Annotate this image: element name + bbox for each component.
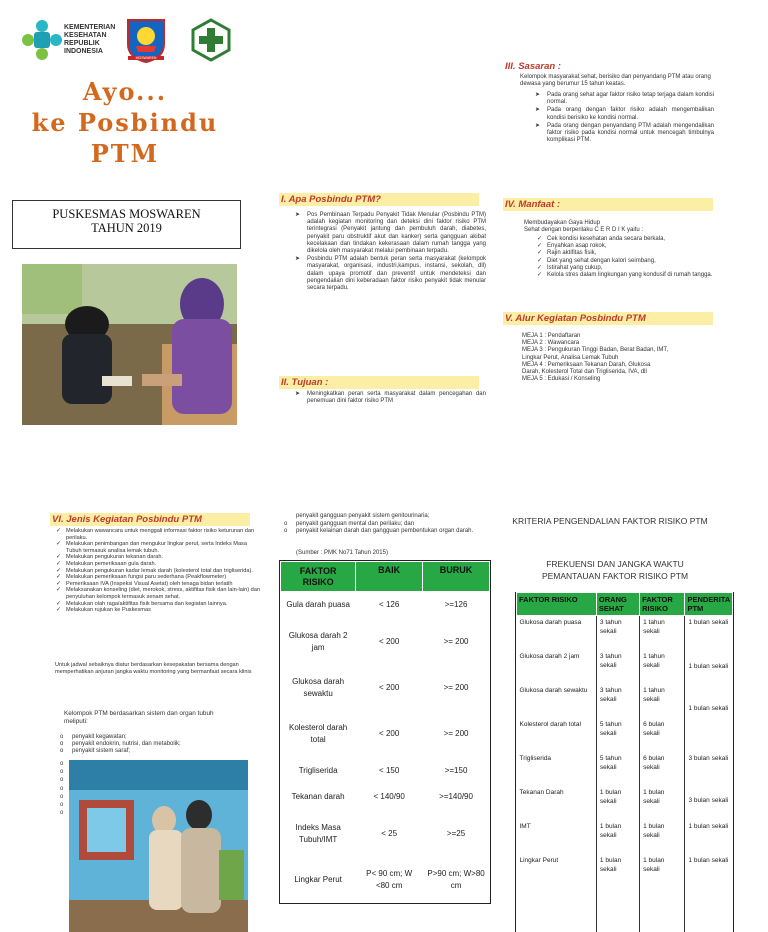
- list-item: ➤ Pada orang sehat agar faktor risiko tetap terjaga dalam kondisi normal.: [533, 92, 714, 106]
- empty-bullets: o o o o o o o: [60, 761, 64, 817]
- table-header: FAKTOR RISIKO: [640, 593, 685, 616]
- section1-heading: I. Apa Posbindu PTM?: [279, 193, 479, 206]
- section5-lines: MEJA 1 : Pendaftaran MEJA 2 : Wawancara MEJA 3 : Pengukuran Tinggi Badan, Berat Badan, IMT, Lingkar Perut, Analisa Lemak Tubuh MEJA 4 : Pemeriksaan Tekanan Darah, Glukosa Darah, Kolesterol Total dan Trigliserida, IVA, dll MEJA 5 : Edukasi / Konseling: [522, 333, 669, 383]
- list-item: ✓ Istirahat yang cukup,: [535, 265, 715, 272]
- schedule-note: Untuk jadwal sebaiknya diatur berdasarkan kesepakatan bersama dengan memperhatikan anjuran jangka waktu monitoring yang bermanfaat secara klinis: [55, 662, 252, 675]
- criteria-title: KRITERIA PENGENDALIAN FAKTOR RISIKO PTM: [512, 516, 708, 526]
- table-row: Kolesterol darah total 5 tahun sekali 6 bulan sekali: [517, 718, 733, 752]
- ptm-groups-mid: [284, 521, 496, 535]
- risk-criteria-table: [279, 560, 491, 904]
- table-header: PENDERITA PTM: [685, 593, 733, 616]
- table-row: Glukosa darah puasa 3 tahun sekali 1 tahun sekali 1 bulan sekali: [517, 616, 733, 650]
- section3-intro: Kelompok masyarakat sehat, berisiko dan penyandang PTM atau orang dewasa yang berumur 15 tahun keatas.: [520, 74, 711, 88]
- section4-list: [535, 236, 715, 279]
- table-row: Lingkar Perut 1 bulan sekali 1 bulan sekali 1 bulan sekali: [517, 854, 733, 932]
- section1-list: [293, 212, 486, 293]
- photo-health-check: [22, 264, 237, 425]
- page-title: Ayo... ke Posbindu PTM: [31, 77, 219, 168]
- table-row: Lingkar Perut P< 90 cm; W <80 cm P>90 cm; W>80 cm: [294, 868, 485, 890]
- frequency-title: FREKUENSI DAN JANGKA WAKTU PEMANTAUAN FAKTOR RISIKO PTM: [541, 559, 689, 581]
- list-item: ➤ Meningkatkan peran serta masyarakat dalam pencegahan dan penemuan dini faktor risiko PTM: [293, 391, 486, 405]
- list-item: ✓ Melakukan penimbangan dan mengukur lingkar perut, serta Indeks Masa Tubuh termasuk analisa lemak tubuh.: [54, 541, 261, 554]
- list-item: ✓ Melakukan pengukuran tekanan darah.: [54, 554, 261, 561]
- regency-emblem: [124, 16, 168, 64]
- list-item: ➤ Posbindu PTM adalah bentuk peran serta masyarakat (kelompok masyarakat, organisasi, industri,kampus, instansi, sekolah, dll) dalam upaya promotif dan preventif untuk mendeteksi dan pengendalian dini keberadaan faktor risiko penyakit tidak menular secara terpadu.: [293, 256, 486, 292]
- table-row: IMT 1 bulan sekali 1 bulan sekali 1 bulan sekali: [517, 820, 733, 854]
- section4-intro: Membudayakan Gaya Hidup Sehat dengan berperilaku C E R D I K yaitu :: [524, 220, 644, 234]
- table-header: BAIK: [356, 562, 423, 592]
- section6-list: [54, 528, 261, 614]
- section3-list: [533, 92, 714, 145]
- table-row: Kolesterol darah total < 200 >= 200: [288, 723, 469, 745]
- list-item: o penyakit kegawatan;: [60, 734, 260, 741]
- kemenkes-text: KEMENTERIAN KESEHATAN REPUBLIK INDONESIA: [64, 24, 116, 55]
- kemenkes-logo: [20, 18, 64, 62]
- list-item: ✓ Enyahkan asap rokok,: [535, 243, 715, 250]
- table-row: Glukosa darah 2 jam 3 tahun sekali 1 tahun sekali 1 bulan sekali: [517, 650, 733, 684]
- list-item: o penyakit kelainan darah dan gangguan pembentukan organ darah.: [284, 528, 496, 535]
- section2-heading: II. Tujuan :: [279, 376, 479, 389]
- list-item: o penyakit endokrin, nutrisi, dan metabolik;: [60, 741, 260, 748]
- list-item: ✓ Rajin aktifitas fisik,: [535, 250, 715, 257]
- table-header: FAKTOR RISIKO: [281, 562, 356, 592]
- list-item: ✓ Diet yang sehat dengan kalori seimbang,: [535, 258, 715, 265]
- list-item: ➤ Pos Pembinaan Terpadu Penyakit Tidak Menular (Posbindu PTM) adalah kegiatan monitoring dan deteksi dini faktor risiko PTM terintegrasi (Penyakit jantung dan pembuluh darah, diabetes, penyakit paru obstruktif akut dan kanker) serta gangguan akibat kecelakaan dan tindakan kekerasaan dalam rumah tangga yang dikelola oleh masyarakat melalui pembinaan terpadu.: [293, 212, 486, 255]
- puskesmas-label-box: PUSKESMAS MOSWAREN TAHUN 2019: [12, 200, 241, 249]
- photo-house-visit: [69, 760, 248, 932]
- list-item: ✓ Melakukan pengukuran kadar lemak darah (kolesterol total dan trigliserida).: [54, 568, 261, 575]
- list-item: ➤ Pada orang dengan penyandang PTM adalah mengendalikan faktor risiko pada kondisi normal untuk mencegah timbulnya komplikasi PTM.: [533, 123, 714, 145]
- table-header: BURUK: [423, 562, 490, 592]
- table-header: ORANG SEHAT: [596, 593, 639, 616]
- ptm-group-intro: Kelompok PTM berdasarkan sistem dan organ tubuh meliputi:: [64, 710, 214, 725]
- section3-heading: III. Sasaran :: [505, 61, 561, 72]
- list-item: ✓ Melakukan wawancara untuk menggali informasi faktor risiko keturunan dan perilaku.: [54, 528, 261, 541]
- table-row: Trigliserida < 150 >=150: [298, 765, 468, 775]
- list-item: o penyakit gangguan mental dan perilaku; dan: [284, 521, 496, 528]
- section2-list: [293, 391, 486, 406]
- list-item: o penyakit sistem saraf;: [60, 748, 260, 755]
- list-item: ✓ Melakukan olah raga/aktifitas fisik bersama dan kegiatan lainnya.: [54, 601, 261, 608]
- list-item: ✓ Melaksanakan konseling (diet, merokok, stress, aktifitas fisik dan lain-lain) dan penyuluhan kelompok termasuk senam sehat.: [54, 587, 261, 600]
- frequency-table: [515, 592, 734, 932]
- table-header: FAKTOR RISIKO: [517, 593, 597, 616]
- list-item: ✓ Melakukan pemeriksaan fungsi paru sederhana (Peakflowmeter): [54, 574, 261, 581]
- table-row: Gula darah puasa < 126 >=126: [286, 600, 468, 610]
- list-item: ✓ Melakukan pemeriksaan gula darah.: [54, 561, 261, 568]
- table-row: Glukosa darah sewaktu < 200 >= 200: [292, 677, 469, 699]
- table-row: Glukosa darah sewaktu 3 tahun sekali 1 tahun sekali 1 bulan sekali: [517, 684, 733, 718]
- list-item: ✓ Pemeriksaan IVA (Inspeksi Visual Asetat) oleh tenaga bidan terlatih: [54, 581, 261, 588]
- list-item: ✓ Melakukan rujukan ke Puskesmas: [54, 607, 261, 614]
- table-row: Trigliserida 5 tahun sekali 6 bulan sekali 3 bulan sekali: [517, 752, 733, 786]
- emblem-label: MOSWAREN: [128, 56, 164, 60]
- ptm-group-cont: penyakit gangguan penyakit sistem genitourinaria;: [296, 513, 430, 519]
- list-item: ✓ Kelola stres dalam lingkungan yang kondusif di rumah tangga.: [535, 272, 715, 279]
- table-row: Indeks Masa Tubuh/IMT < 25 >=25: [295, 822, 466, 844]
- list-item: ✓ Cek kondisi kesehatan anda secara berkala,: [535, 236, 715, 243]
- section4-heading: IV. Manfaat :: [503, 198, 713, 211]
- table-row: Tekanan Darah 1 bulan sekali 1 bulan sekali 3 bulan sekali: [517, 786, 733, 820]
- section5-heading: V. Alur Kegiatan Posbindu PTM: [503, 312, 713, 325]
- table-row: Tekanan darah < 140/90 >=140/90: [291, 792, 473, 802]
- list-item: ➤ Pada orang dengan faktor risiko adalah mengembalikan kondisi berisiko ke kondisi normal.: [533, 107, 714, 121]
- section6-heading: VI. Jenis Kegiatan Posbindu PTM: [50, 513, 250, 526]
- ptm-groups-left: [60, 734, 260, 756]
- table-row: Glukosa darah 2 jam < 200 >= 200: [288, 630, 469, 652]
- health-cross-icon: [190, 18, 232, 62]
- source-note: (Sumber : PMK No71 Tahun 2015): [296, 550, 388, 556]
